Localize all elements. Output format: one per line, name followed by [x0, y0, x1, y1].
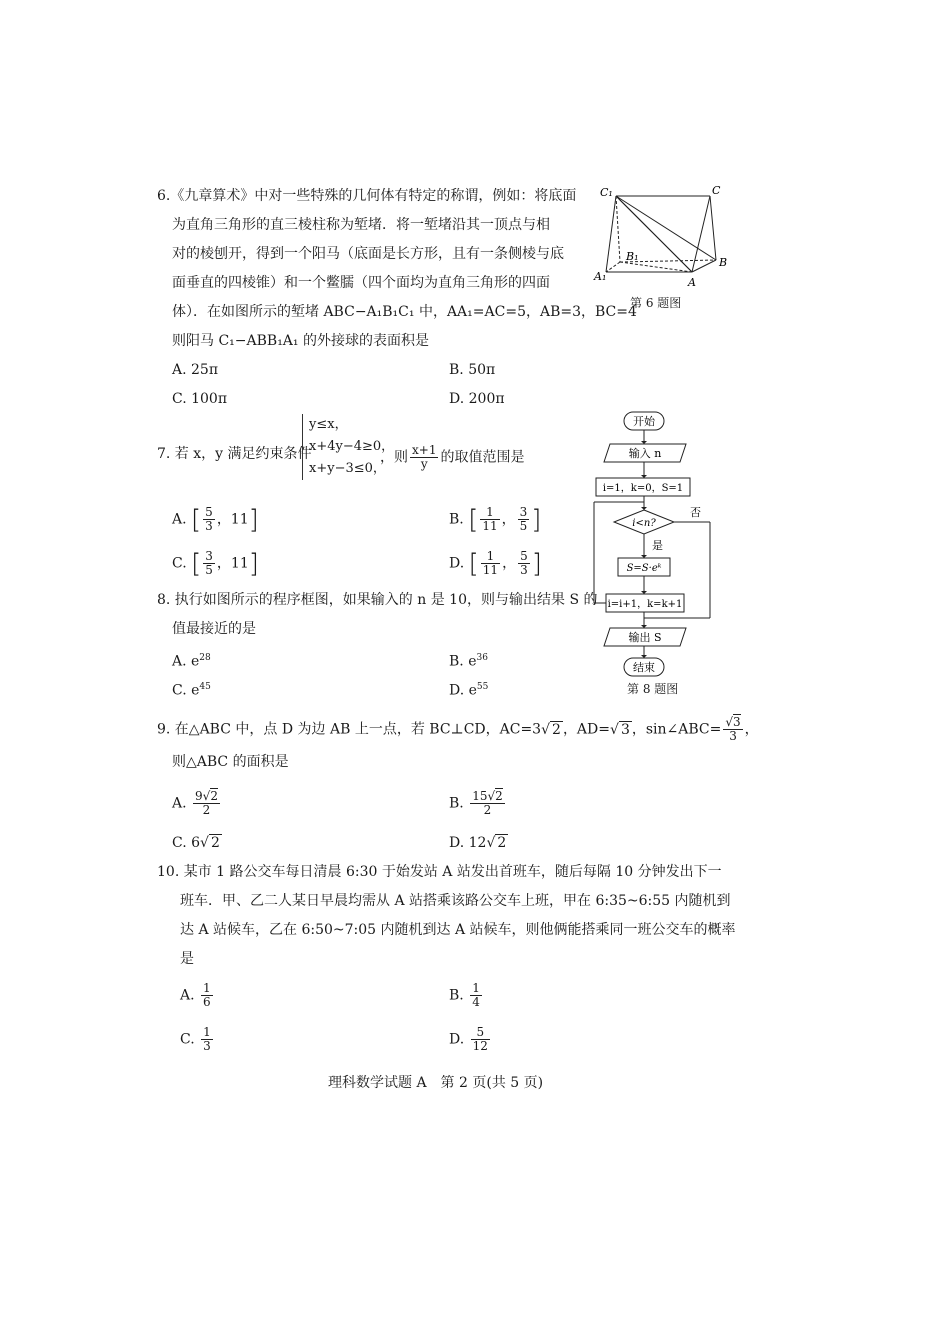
q10-opt-a-den: 6 — [203, 995, 211, 1009]
page-footer: 理科数学试题 A 第 2 页(共 5 页) — [328, 1075, 544, 1091]
q10-opt-a-frac — [201, 982, 213, 1009]
q8-opt-b-exp: 36 — [476, 653, 488, 663]
q7-opt-b-den1: 11 — [482, 519, 498, 533]
q10-option-b — [449, 982, 484, 1009]
q7-option-d: D. [ $\frac{1}{11}$ ， $\frac{5}{3}$ ] — [449, 548, 542, 579]
q9-option-d — [449, 833, 508, 853]
q7-mid: ，则 — [380, 449, 408, 466]
q10-option-a — [180, 982, 215, 1009]
q7-constraint-1: y≤x， — [309, 417, 348, 432]
q8-opt-a-exp: 28 — [199, 653, 211, 663]
flow-no: 否 — [690, 506, 701, 519]
q9-opt-d-rad: 2 — [497, 835, 507, 851]
q7-option-b: B. [ $\frac{1}{11}$ ， $\frac{3}{5}$ ] — [449, 504, 542, 535]
q7-prefix: 7. 若 x，y 满足约束条件 — [157, 446, 312, 462]
q10-opt-b-den: 4 — [472, 995, 480, 1009]
q8-option-d — [449, 677, 488, 701]
q9-opt-a-rad: 2 — [210, 789, 218, 803]
q8-figure-caption: 第 8 题图 — [627, 682, 679, 696]
flow-start: 开始 — [633, 415, 655, 428]
q10-opt-d-den: 12 — [472, 1039, 488, 1053]
q6-line-1: 6.《九章算术》中对一些特殊的几何体有特定的称谓，例如：将底面 — [157, 188, 577, 204]
q7-opt-a-frac — [203, 506, 215, 533]
q7-opt-b-rbracket: ] — [531, 504, 542, 535]
q10-opt-c-den: 3 — [203, 1039, 211, 1053]
q10-opt-b-frac — [470, 982, 482, 1009]
q6-option-a: A. 25π — [172, 362, 219, 378]
q9-sin-frac — [723, 716, 742, 743]
q9-sin-rad: 3 — [733, 715, 741, 729]
q9-opt-d-sqrt: √ 2 — [486, 835, 507, 851]
flow-input: 输入 n — [628, 447, 662, 460]
q7-opt-d-num2: 5 — [520, 549, 528, 563]
q10-opt-c-label: C. — [180, 1031, 195, 1048]
q9-line-2: 则△ABC 的面积是 — [172, 754, 289, 770]
q10-opt-d-label: D. — [449, 1031, 465, 1048]
q9-ad-sqrt: √ 3 — [610, 721, 630, 738]
q7-constraint-3: x+y−3≤0， — [309, 461, 386, 476]
q8-opt-b-text: B. e — [449, 653, 477, 670]
q9-opt-a-den: 2 — [202, 803, 211, 817]
q8-option-b — [449, 648, 488, 672]
flow-init: i=1，k=0，S=1 — [602, 483, 684, 494]
q7-opt-b-num1: 1 — [480, 506, 499, 520]
q9-line-1: 9. 在△ABC 中，点 D 为边 AB 上一点，若 BC⊥CD，AC=3√ 2 ，AD=√ 3 ，sin∠ABC= $\frac{√3}{3}$ ， — [157, 715, 759, 743]
q10-opt-a-num: 1 — [203, 981, 211, 995]
q7-opt-d-den2: 3 — [520, 563, 528, 577]
q7-opt-a-rest: ，11 — [216, 511, 249, 528]
q6-line-4: 面垂直的四棱锥）和一个鳖臑（四个面均为直角三角形的四面 — [172, 275, 550, 291]
q7-opt-c-num: 3 — [205, 549, 213, 563]
q9-opt-a-num: 9√2 — [195, 789, 218, 803]
q9-line1-b: ，AD= — [562, 721, 611, 738]
q7-opt-b-label: B. — [449, 511, 464, 528]
q6-line-6: 则阳马 C₁−ABB₁A₁ 的外接球的表面积是 — [172, 333, 429, 349]
q7-opt-c-rest: ，11 — [216, 555, 249, 572]
q7-opt-c-rbracket: ] — [248, 548, 259, 579]
q6-prism-figure — [590, 184, 730, 290]
q10-opt-d-num: 5 — [471, 1026, 490, 1040]
q7-constraint-2: x+4y−4≥0， — [309, 439, 395, 454]
q7-opt-a-den: 3 — [205, 519, 213, 533]
q7-opt-b-frac-1 — [480, 506, 499, 533]
q7-opt-c-label: C. — [172, 555, 187, 572]
q9-opt-b-den: 2 — [483, 803, 492, 817]
q6-line-2: 为直角三角形的直三棱柱称为堑堵．将一堑堵沿其一顶点与相 — [172, 217, 550, 233]
q6-figure-caption: 第 6 题图 — [630, 296, 682, 310]
q6-label-b1: B₁ — [626, 250, 639, 263]
q9-sin-num: √3 — [725, 715, 741, 729]
q9-opt-b-coef: 15 — [472, 789, 488, 803]
q7-option-a — [172, 506, 259, 533]
q9-opt-a-label: A. — [172, 795, 187, 812]
q7-opt-d-rbracket: ] — [531, 548, 542, 579]
q7-opt-d-label: D. — [449, 555, 465, 572]
q7-opt-d-lbracket: [ — [468, 548, 479, 579]
q7-frac-num: x+1 — [412, 443, 437, 457]
q9-ac-rad: 2 — [552, 721, 561, 738]
q10-line-3: 达 A 站候车，乙在 6:50~7:05 内随机到达 A 站候车，则他俩能搭乘同一班公交车的概率 — [180, 922, 736, 938]
q7-target-fraction — [410, 444, 438, 471]
q10-opt-b-num: 1 — [472, 981, 480, 995]
q9-ad-rad: 3 — [620, 721, 630, 738]
q7-opt-a-lbracket: [ — [191, 504, 202, 535]
flow-update: i=i+1，k=k+1 — [607, 599, 683, 610]
q6-line-3: 对的棱刨开，得到一个阳马（底面是长方形，且有一条侧棱与底 — [172, 246, 564, 262]
q6-option-d: D. 200π — [449, 391, 505, 407]
q9-opt-c-rad: 2 — [210, 835, 220, 851]
q7-opt-c-lbracket: [ — [191, 548, 202, 579]
q9-opt-b-frac — [470, 790, 505, 817]
q8-option-a — [172, 648, 211, 672]
q7-option-c — [172, 550, 259, 577]
q8-option-c — [172, 677, 211, 701]
q10-option-d — [449, 1026, 492, 1053]
q8-opt-c-exp: 45 — [199, 682, 211, 692]
q7-opt-d-den1: 11 — [482, 563, 499, 577]
q10-line-1: 10. 某市 1 路公交车每日清晨 6:30 于始发站 A 站发出首班车，随后每隔 10 分钟发出下一 — [157, 864, 722, 880]
q9-option-c — [172, 833, 222, 853]
q7-opt-d-frac-2 — [518, 550, 530, 577]
q8-opt-c-text: C. e — [172, 682, 200, 699]
q6-label-c: C — [712, 184, 721, 197]
q9-opt-b-label: B. — [449, 795, 464, 812]
q6-line-5: 体）．在如图所示的堑堵 ABC−A₁B₁C₁ 中，AA₁=AC=5，AB=3，BC=4 — [172, 304, 637, 320]
q7-opt-a-num: 5 — [205, 505, 213, 519]
q7-suffix: 的取值范围是 — [440, 449, 525, 466]
q8-opt-a-text: A. e — [172, 653, 200, 670]
q10-line-4: 是 — [180, 951, 194, 967]
q6-label-a: A — [688, 276, 696, 289]
flow-output: 输出 S — [628, 631, 662, 644]
q7-question-tail — [380, 444, 524, 471]
q9-sin-den: 3 — [729, 729, 737, 743]
q10-opt-b-label: B. — [449, 987, 464, 1004]
q9-opt-b-num: 15√2 — [472, 789, 503, 803]
q9-line1-c: ，sin∠ABC= — [631, 721, 722, 738]
q7-opt-b-lbracket: [ — [468, 504, 479, 535]
q7-opt-a-label: A. — [172, 511, 187, 528]
q7-opt-b-den2: 5 — [519, 519, 528, 533]
q7-opt-b-frac-2 — [518, 506, 530, 533]
q6-option-c: C. 100π — [172, 391, 228, 407]
q8-opt-d-text: D. e — [449, 682, 477, 699]
q9-line1-a: 9. 在△ABC 中，点 D 为边 AB 上一点，若 BC⊥CD，AC=3 — [157, 721, 542, 738]
q8-line-1: 8. 执行如图所示的程序框图，如果输入的 n 是 10，则与输出结果 S 的 — [157, 592, 598, 608]
q9-opt-d-label: D. 12 — [449, 835, 487, 851]
q6-label-b: B — [719, 256, 728, 269]
q7-opt-b-num2: 3 — [519, 505, 528, 519]
q9-opt-c-label: C. 6 — [172, 835, 201, 851]
q9-opt-a-coef: 9 — [195, 789, 203, 803]
q6-label-a1: A₁ — [594, 270, 607, 283]
q8-line-2: 值最接近的是 — [172, 621, 256, 637]
q7-opt-c-frac — [203, 550, 215, 577]
q10-opt-d-frac — [471, 1026, 490, 1053]
q7-opt-a-rbracket: ] — [248, 504, 259, 535]
q10-opt-c-frac — [201, 1026, 213, 1053]
q7-frac-den: y — [420, 457, 428, 471]
q10-option-c — [180, 1026, 215, 1053]
q9-ac-sqrt: √ 2 — [541, 721, 561, 738]
q9-opt-c-sqrt: √ 2 — [200, 835, 220, 851]
q9-option-a — [172, 790, 222, 817]
q10-line-2: 班车．甲、乙二人某日早晨均需从 A 站搭乘该路公交车上班，甲在 6:35~6:55 内随机到 — [180, 893, 731, 909]
flow-condition: i<n? — [632, 518, 656, 529]
flow-yes: 是 — [652, 539, 663, 552]
q6-option-b: B. 50π — [449, 362, 496, 378]
q7-opt-d-num1: 1 — [481, 550, 500, 564]
q8-flowchart — [586, 408, 720, 680]
q10-opt-c-num: 1 — [203, 1025, 211, 1039]
q6-label-c1: C₁ — [600, 186, 613, 199]
q9-option-b — [449, 790, 507, 817]
q10-opt-a-label: A. — [180, 987, 195, 1004]
q8-opt-d-exp: 55 — [476, 682, 489, 692]
q7-opt-d-frac-1 — [481, 550, 500, 577]
q9-opt-a-frac — [193, 790, 220, 817]
q7-opt-c-den: 5 — [205, 563, 213, 577]
flow-end: 结束 — [633, 661, 655, 674]
q9-opt-b-rad: 2 — [495, 789, 503, 803]
flow-body: S=S·eᵏ — [626, 563, 662, 574]
